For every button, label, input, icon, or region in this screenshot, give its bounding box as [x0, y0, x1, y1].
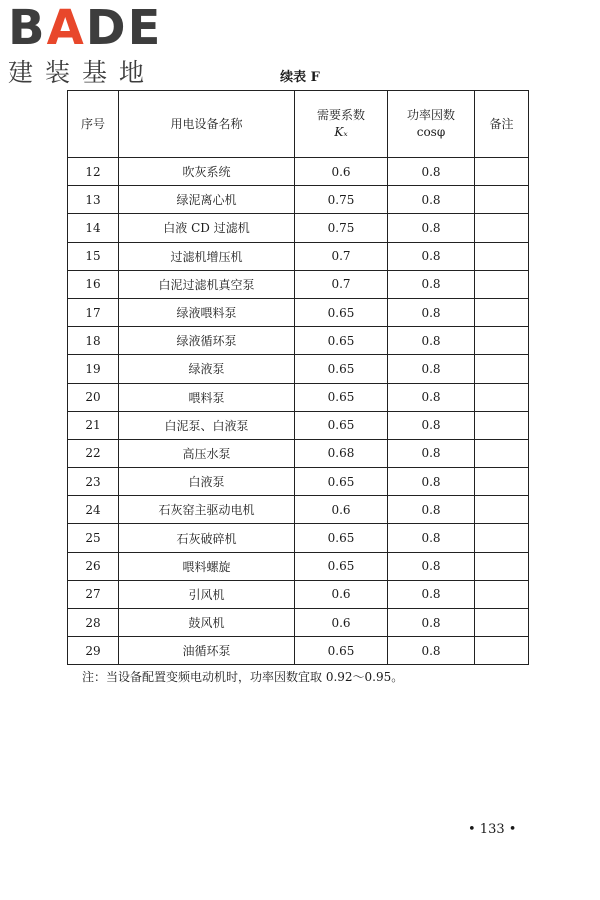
cell-remark [475, 552, 529, 580]
cell-no: 14 [68, 214, 119, 242]
cell-name: 白液泵 [119, 468, 295, 496]
table-row [68, 186, 529, 214]
header-no: 序号 [68, 91, 119, 158]
cell-kx: 0.6 [295, 496, 388, 524]
cell-remark [475, 355, 529, 383]
cell-no: 21 [68, 411, 119, 439]
cell-no: 17 [68, 298, 119, 326]
cell-cos: 0.8 [388, 439, 475, 467]
cell-name: 绿液泵 [119, 355, 295, 383]
cell-kx: 0.75 [295, 214, 388, 242]
table-row [68, 609, 529, 637]
cell-no: 12 [68, 158, 119, 186]
header-remark: 备注 [475, 91, 529, 158]
cell-cos: 0.8 [388, 411, 475, 439]
table-row [68, 298, 529, 326]
cell-kx: 0.65 [295, 383, 388, 411]
cell-kx: 0.65 [295, 524, 388, 552]
table-row [68, 439, 529, 467]
cell-cos: 0.8 [388, 355, 475, 383]
cell-no: 29 [68, 637, 119, 665]
cell-cos: 0.8 [388, 637, 475, 665]
table-title: 续表 F [280, 70, 320, 85]
table-row [68, 411, 529, 439]
cell-name: 白液 CD 过滤机 [119, 214, 295, 242]
cell-kx: 0.7 [295, 270, 388, 298]
cell-kx: 0.7 [295, 242, 388, 270]
cell-cos: 0.8 [388, 327, 475, 355]
cell-remark [475, 411, 529, 439]
cell-remark [475, 214, 529, 242]
cell-cos: 0.8 [388, 383, 475, 411]
cell-no: 16 [68, 270, 119, 298]
table-row [68, 496, 529, 524]
cell-kx: 0.65 [295, 637, 388, 665]
cell-remark [475, 609, 529, 637]
cell-name: 过滤机增压机 [119, 242, 295, 270]
table-row [68, 552, 529, 580]
cell-kx: 0.68 [295, 439, 388, 467]
cell-no: 15 [68, 242, 119, 270]
cell-name: 高压水泵 [119, 439, 295, 467]
cell-name: 喂料螺旋 [119, 552, 295, 580]
cell-no: 13 [68, 186, 119, 214]
cell-kx: 0.6 [295, 609, 388, 637]
cell-remark [475, 468, 529, 496]
cell-no: 28 [68, 609, 119, 637]
header-kx: 需要系数 Kₓ [295, 91, 388, 158]
cell-cos: 0.8 [388, 298, 475, 326]
cell-no: 25 [68, 524, 119, 552]
cell-name: 吹灰系统 [119, 158, 295, 186]
cell-name: 白泥泵、白液泵 [119, 411, 295, 439]
header-name: 用电设备名称 [119, 91, 295, 158]
table-row [68, 270, 529, 298]
cell-name: 引风机 [119, 580, 295, 608]
cell-cos: 0.8 [388, 609, 475, 637]
table-row [68, 214, 529, 242]
cell-remark [475, 158, 529, 186]
cell-name: 绿液循环泵 [119, 327, 295, 355]
cell-remark [475, 439, 529, 467]
cell-kx: 0.65 [295, 298, 388, 326]
cell-name: 油循环泵 [119, 637, 295, 665]
cell-cos: 0.8 [388, 242, 475, 270]
table-row [68, 580, 529, 608]
cell-remark [475, 496, 529, 524]
table-row [68, 383, 529, 411]
cell-no: 19 [68, 355, 119, 383]
cell-kx: 0.6 [295, 158, 388, 186]
cell-cos: 0.8 [388, 186, 475, 214]
cell-kx: 0.65 [295, 411, 388, 439]
cell-name: 白泥过滤机真空泵 [119, 270, 295, 298]
cell-cos: 0.8 [388, 158, 475, 186]
cell-no: 18 [68, 327, 119, 355]
table-row [68, 242, 529, 270]
footnote: 注：当设备配置变频电动机时，功率因数宜取 0.92～0.95。 [82, 670, 404, 684]
cell-remark [475, 327, 529, 355]
page-number: • 133 • [468, 822, 517, 837]
cell-kx: 0.65 [295, 355, 388, 383]
header-cos: 功率因数 cosφ [388, 91, 475, 158]
cell-cos: 0.8 [388, 552, 475, 580]
table-body [68, 158, 529, 665]
cell-kx: 0.65 [295, 327, 388, 355]
table-row [68, 524, 529, 552]
table-row [68, 637, 529, 665]
cell-cos: 0.8 [388, 524, 475, 552]
cell-cos: 0.8 [388, 468, 475, 496]
cell-name: 石灰窑主驱动电机 [119, 496, 295, 524]
header-row [68, 91, 529, 158]
logo-wordmark: BADE [8, 0, 163, 56]
cell-no: 23 [68, 468, 119, 496]
table-row [68, 158, 529, 186]
cell-no: 27 [68, 580, 119, 608]
cell-name: 喂料泵 [119, 383, 295, 411]
table-row [68, 355, 529, 383]
cell-remark [475, 242, 529, 270]
cell-no: 24 [68, 496, 119, 524]
cell-remark [475, 524, 529, 552]
cell-remark [475, 580, 529, 608]
equipment-table [67, 90, 529, 665]
table-row [68, 327, 529, 355]
cell-no: 26 [68, 552, 119, 580]
cell-name: 绿液喂料泵 [119, 298, 295, 326]
cell-remark [475, 383, 529, 411]
cell-kx: 0.75 [295, 186, 388, 214]
cell-no: 22 [68, 439, 119, 467]
cell-remark [475, 186, 529, 214]
logo-subtitle: 建装基地 [8, 58, 157, 87]
cell-kx: 0.65 [295, 552, 388, 580]
cell-cos: 0.8 [388, 580, 475, 608]
cell-name: 石灰破碎机 [119, 524, 295, 552]
cell-name: 鼓风机 [119, 609, 295, 637]
cell-remark [475, 298, 529, 326]
table-row [68, 468, 529, 496]
cell-kx: 0.65 [295, 468, 388, 496]
cell-cos: 0.8 [388, 496, 475, 524]
cell-name: 绿泥离心机 [119, 186, 295, 214]
cell-no: 20 [68, 383, 119, 411]
cell-kx: 0.6 [295, 580, 388, 608]
cell-cos: 0.8 [388, 214, 475, 242]
cell-remark [475, 637, 529, 665]
cell-remark [475, 270, 529, 298]
cell-cos: 0.8 [388, 270, 475, 298]
